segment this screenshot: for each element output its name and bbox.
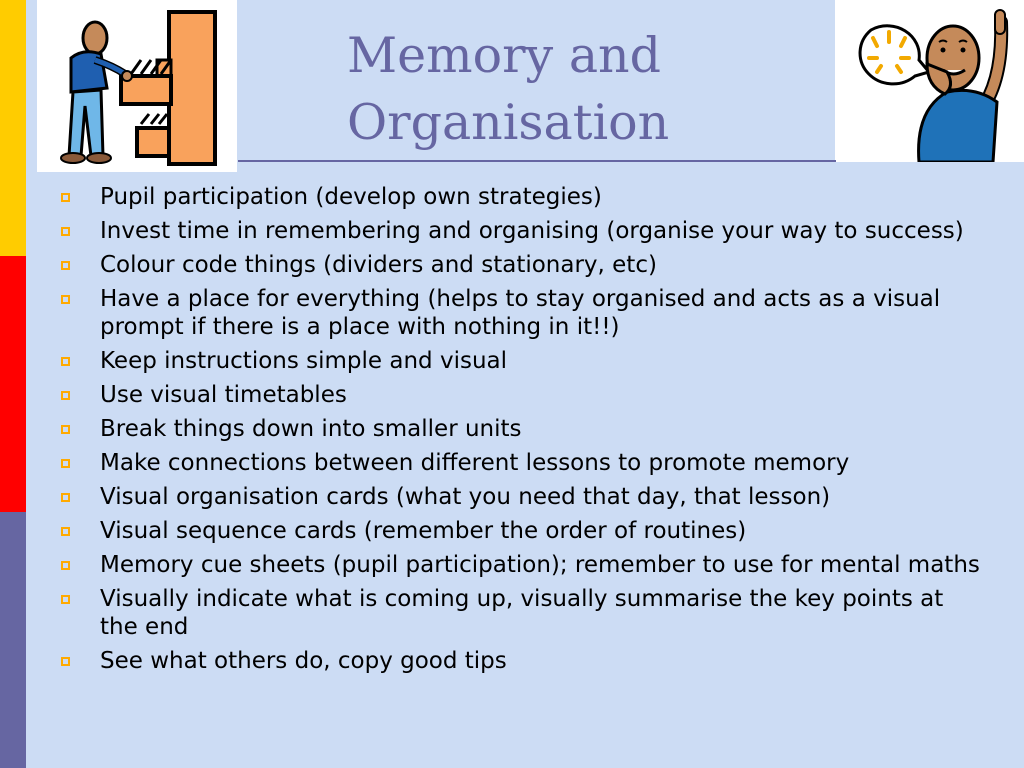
- square-bullet-icon: [61, 193, 70, 202]
- square-bullet-icon: [61, 493, 70, 502]
- slide-title: [347, 22, 807, 156]
- bullet-item: [57, 251, 982, 279]
- side-stripe-red: [0, 256, 26, 512]
- square-bullet-icon: [61, 357, 70, 366]
- bullet-item: [57, 217, 982, 245]
- bullet-text: Have a place for everything (helps to stay organised and acts as a visual prompt if there is a place with nothing in it!!): [100, 286, 941, 340]
- bullet-item: [57, 285, 982, 341]
- square-bullet-icon: [61, 425, 70, 434]
- square-bullet-icon: [61, 391, 70, 400]
- title-line-1: Memory and: [347, 27, 661, 84]
- idea-person-icon: [835, 0, 1024, 162]
- bullet-item: [57, 483, 982, 511]
- bullet-item: [57, 449, 982, 477]
- side-stripe-purple: [0, 512, 26, 768]
- square-bullet-icon: [61, 527, 70, 536]
- title-divider: [238, 160, 836, 162]
- bullet-text: Keep instructions simple and visual: [100, 348, 508, 374]
- square-bullet-icon: [61, 295, 70, 304]
- bullet-item: [57, 381, 982, 409]
- bullet-text: Pupil participation (develop own strategies): [100, 184, 602, 210]
- bullet-text: Use visual timetables: [100, 382, 347, 408]
- bullet-text: See what others do, copy good tips: [100, 648, 507, 674]
- bullet-text: Memory cue sheets (pupil participation); remember to use for mental maths: [100, 552, 980, 578]
- square-bullet-icon: [61, 459, 70, 468]
- title-line-2: Organisation: [347, 94, 670, 151]
- side-stripe-yellow: [0, 0, 26, 256]
- square-bullet-icon: [61, 227, 70, 236]
- bullet-text: Break things down into smaller units: [100, 416, 522, 442]
- square-bullet-icon: [61, 657, 70, 666]
- bullet-item: [57, 517, 982, 545]
- bullet-text: Make connections between different lessons to promote memory: [100, 450, 850, 476]
- bullet-list: [57, 183, 982, 681]
- bullet-item: [57, 347, 982, 375]
- bullet-item: [57, 183, 982, 211]
- bullet-text: Visually indicate what is coming up, visually summarise the key points at the end: [100, 586, 944, 640]
- filing-cabinet-icon: [37, 0, 237, 172]
- bullet-item: [57, 415, 982, 443]
- bullet-item: [57, 551, 982, 579]
- square-bullet-icon: [61, 595, 70, 604]
- bullet-text: Colour code things (dividers and stationary, etc): [100, 252, 657, 278]
- bullet-item: [57, 585, 982, 641]
- square-bullet-icon: [61, 561, 70, 570]
- square-bullet-icon: [61, 261, 70, 270]
- bullet-item: [57, 647, 982, 675]
- bullet-text: Visual organisation cards (what you need that day, that lesson): [100, 484, 831, 510]
- bullet-text: Invest time in remembering and organising (organise your way to success): [100, 218, 964, 244]
- bullet-text: Visual sequence cards (remember the order of routines): [100, 518, 747, 544]
